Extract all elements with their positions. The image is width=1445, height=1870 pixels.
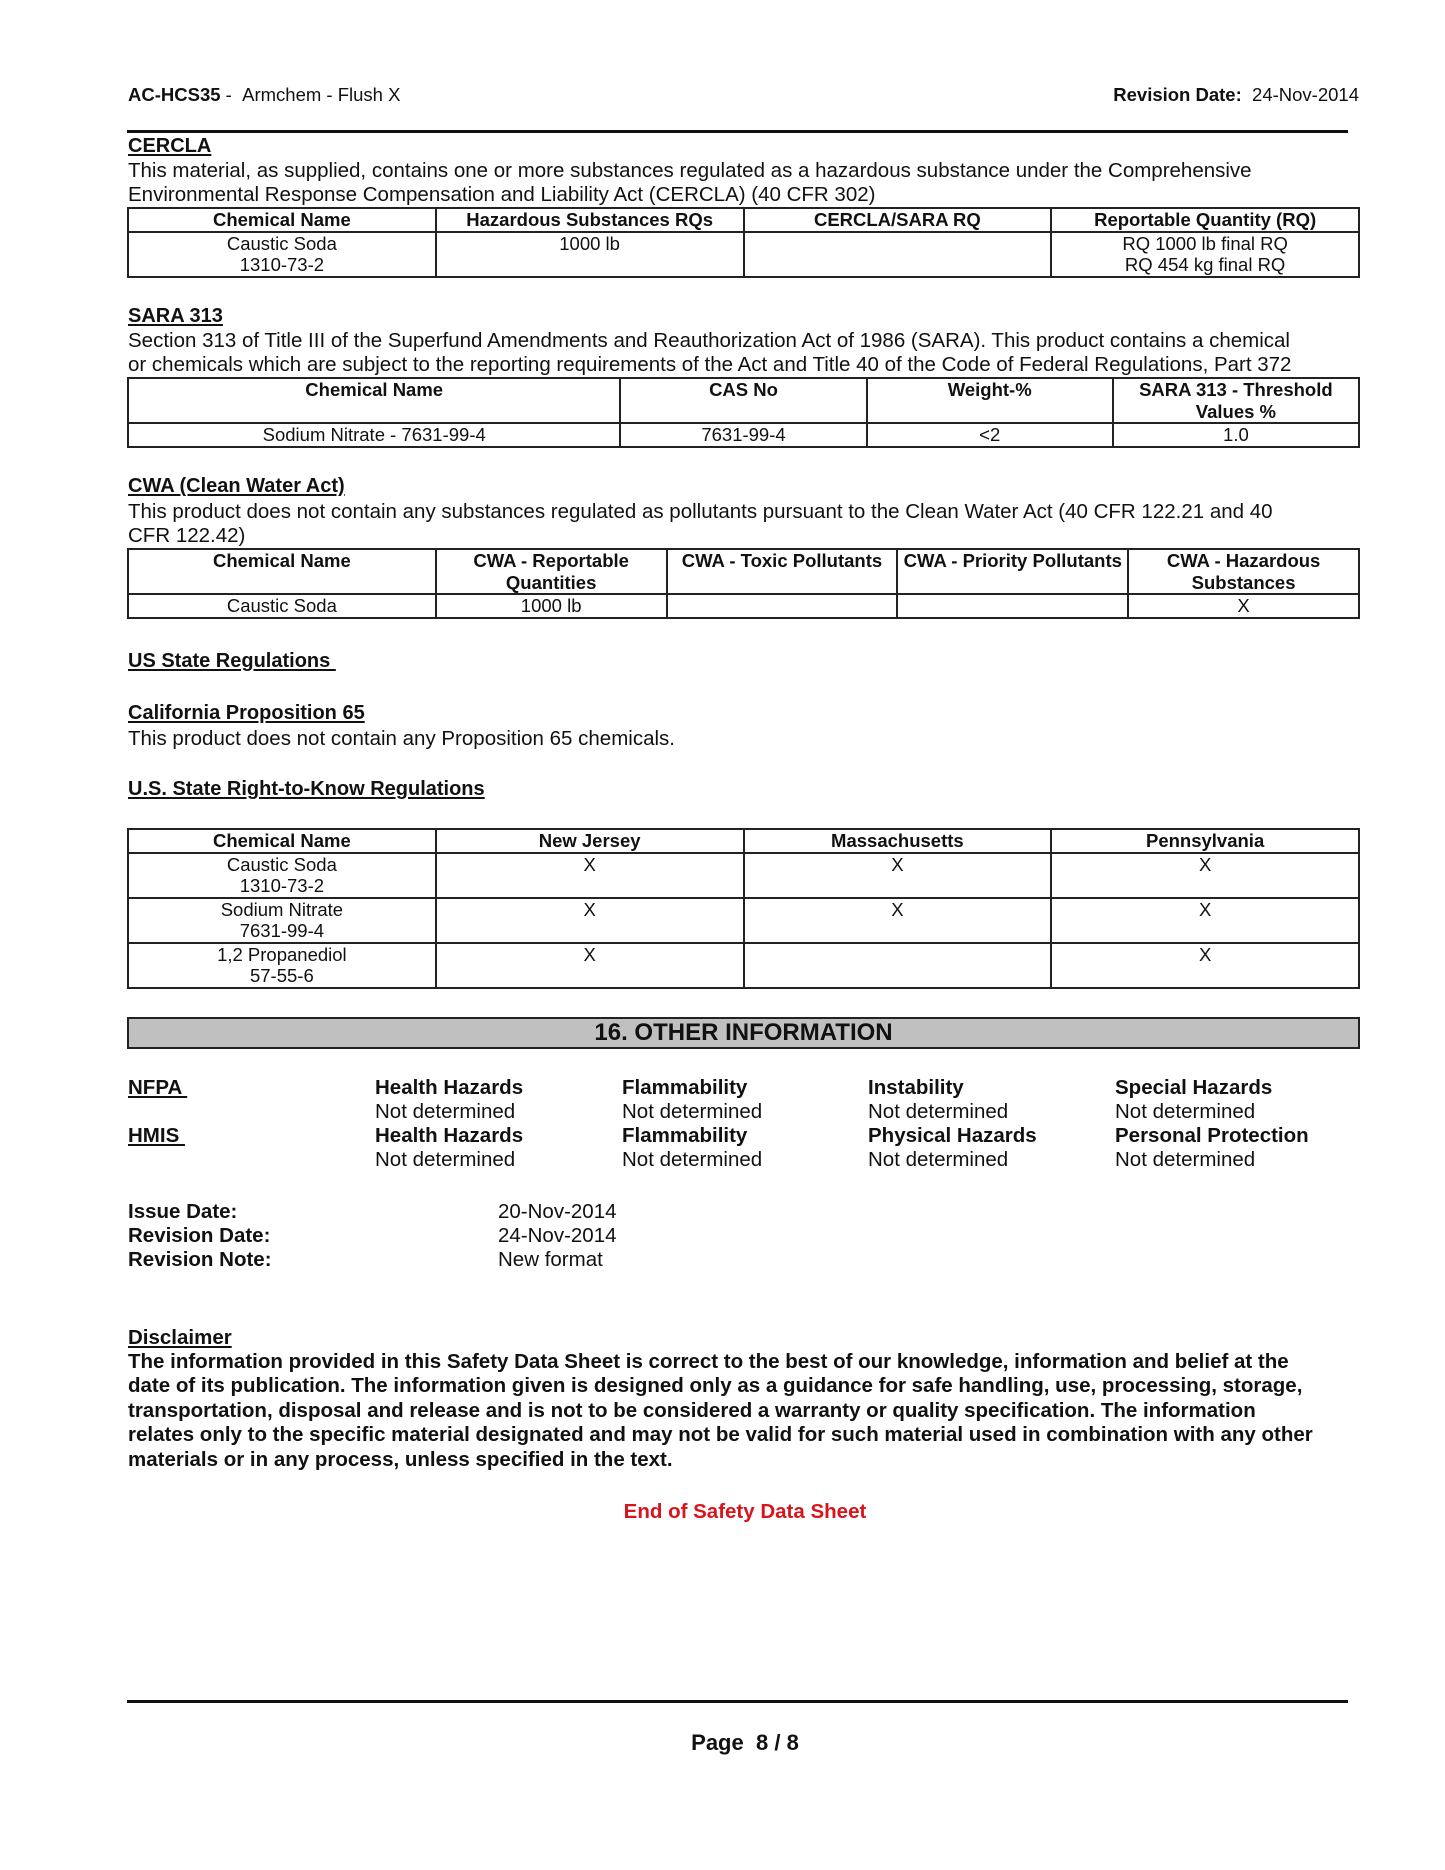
revision-note-value: New format [498, 1248, 603, 1271]
column-header: CWA - Reportable Quantities [436, 549, 667, 594]
table-cell [897, 594, 1128, 618]
cas-number: 7631-99-4 [239, 920, 325, 941]
sara313-body-line-1: Section 313 of Title III of the Superfund Amendments and Reauthorization Act of 1986 (SARA). This product contains a chemical [128, 329, 1290, 352]
column-header: CAS No [620, 378, 866, 423]
table-cell: 1000 lb [436, 232, 744, 277]
table-cell [128, 232, 436, 277]
cas-number: 1310-73-2 [239, 254, 325, 275]
hmis-item-label: Flammability [622, 1124, 748, 1147]
table-cell [744, 232, 1052, 277]
table-header-row [128, 829, 1359, 853]
table-cell: <2 [867, 423, 1113, 447]
nfpa-label: NFPA [128, 1076, 188, 1099]
product-code: AC-HCS35 [128, 84, 221, 105]
us-state-heading: US State Regulations [128, 650, 336, 672]
nfpa-item-value: Not determined [375, 1100, 516, 1123]
document-header-left [128, 84, 400, 106]
cas-number: 57-55-6 [249, 965, 314, 986]
cercla-body-line-1: This material, as supplied, contains one or more substances regulated as a hazardous substance under the Comprehensive [128, 159, 1252, 182]
table-cell [744, 943, 1052, 988]
document-header-right [1113, 84, 1359, 106]
table-row [128, 594, 1359, 618]
hmis-item-label: Health Hazards [375, 1124, 524, 1147]
column-header: CWA - Toxic Pollutants [667, 549, 898, 594]
revision-date-label: Revision Date: [1113, 84, 1242, 105]
table-cell: X [436, 943, 744, 988]
disclaimer-line: date of its publication. The information given is designed only as a guidance for safe handling, use, processing, storage, [128, 1374, 1303, 1398]
nfpa-item-value: Not determined [1115, 1100, 1256, 1123]
page-number [0, 1730, 1445, 1756]
page-separator: / [774, 1730, 781, 1755]
header-separator: - [220, 84, 237, 105]
cwa-heading: CWA (Clean Water Act) [128, 475, 345, 497]
column-header: Hazardous Substances RQs [436, 208, 744, 232]
page-total: 8 [786, 1730, 799, 1755]
table-cell [128, 943, 436, 988]
column-header: Weight-% [867, 378, 1113, 423]
prop65-body: This product does not contain any Proposition 65 chemicals. [128, 727, 675, 750]
cercla-heading: CERCLA [128, 135, 212, 157]
table-header-row [128, 378, 1359, 423]
sara313-heading: SARA 313 [128, 305, 223, 327]
column-header: CWA - Priority Pollutants [897, 549, 1128, 594]
nfpa-item-label: Health Hazards [375, 1076, 524, 1099]
hmis-item-value: Not determined [1115, 1148, 1256, 1171]
nfpa-item-label: Special Hazards [1115, 1076, 1273, 1099]
hmis-item-value: Not determined [622, 1148, 763, 1171]
prop65-heading: California Proposition 65 [128, 702, 365, 724]
table-cell [1051, 232, 1359, 277]
table-cell: X [1128, 594, 1359, 618]
table-row [128, 943, 1359, 988]
table-header-row [128, 549, 1359, 594]
table-cell: 7631-99-4 [620, 423, 866, 447]
column-header: CERCLA/SARA RQ [744, 208, 1052, 232]
rq-line: RQ 1000 lb final RQ [1122, 232, 1288, 254]
table-cell: 1.0 [1113, 423, 1359, 447]
column-header: Chemical Name [128, 378, 620, 423]
cas-number: 1310-73-2 [239, 875, 325, 896]
nfpa-item-label: Flammability [622, 1076, 748, 1099]
cercla-body-line-2: Environmental Response Compensation and Liability Act (CERCLA) (40 CFR 302) [128, 183, 876, 206]
table-cell: X [744, 898, 1052, 943]
column-header: Pennsylvania [1051, 829, 1359, 853]
nfpa-item-value: Not determined [868, 1100, 1009, 1123]
disclaimer-line: relates only to the specific material designated and may not be valid for such material used in combination with any other [128, 1423, 1313, 1447]
table-cell [128, 898, 436, 943]
issue-date-label: Issue Date: [128, 1200, 238, 1223]
column-header: Massachusetts [744, 829, 1052, 853]
revision-date-label: Revision Date: [128, 1224, 271, 1247]
hmis-item-value: Not determined [375, 1148, 516, 1171]
sara313-body-line-2: or chemicals which are subject to the reporting requirements of the Act and Title 40 of the Code of Federal Regulations, Part 372 [128, 353, 1292, 376]
disclaimer-heading: Disclaimer [128, 1326, 232, 1349]
disclaimer-line: The information provided in this Safety Data Sheet is correct to the best of our knowledge, information and belief at the [128, 1350, 1289, 1373]
cwa-table [127, 548, 1360, 619]
end-of-sds-note: End of Safety Data Sheet [623, 1500, 867, 1523]
table-row [128, 423, 1359, 447]
table-cell [667, 594, 898, 618]
rtk-table [127, 828, 1360, 989]
revision-date-value: 24-Nov-2014 [498, 1224, 617, 1247]
hmis-label: HMIS [128, 1124, 185, 1147]
revision-note-label: Revision Note: [128, 1248, 272, 1271]
table-cell: X [436, 853, 744, 898]
issue-date-value: 20-Nov-2014 [498, 1200, 617, 1223]
chemical-name: Sodium Nitrate [220, 898, 344, 920]
hmis-item-value: Not determined [868, 1148, 1009, 1171]
disclaimer-line: transportation, disposal and release and is not to be considered a warranty or quality specification. The information [128, 1398, 1256, 1422]
section-16-title-bar: 16. OTHER INFORMATION [127, 1017, 1360, 1049]
table-row [128, 898, 1359, 943]
chemical-name: 1,2 Propanediol [217, 943, 347, 965]
column-header: CWA - Hazardous Substances [1128, 549, 1359, 594]
table-cell: Sodium Nitrate - 7631-99-4 [128, 423, 620, 447]
table-cell [128, 853, 436, 898]
rq-line: RQ 454 kg final RQ [1124, 254, 1286, 275]
column-header: New Jersey [436, 829, 744, 853]
column-header: SARA 313 - Threshold Values % [1113, 378, 1359, 423]
table-cell: X [436, 898, 744, 943]
hmis-item-label: Physical Hazards [868, 1124, 1037, 1147]
table-cell: 1000 lb [436, 594, 667, 618]
chemical-name: Caustic Soda [226, 232, 337, 254]
nfpa-item-label: Instability [868, 1076, 964, 1099]
sara313-table [127, 377, 1360, 448]
header-rule [127, 130, 1348, 133]
table-cell: X [1051, 853, 1359, 898]
disclaimer-body [128, 1350, 1368, 1472]
revision-date-value: 24-Nov-2014 [1252, 84, 1359, 105]
footer-rule [127, 1700, 1348, 1703]
cwa-body-line-2: CFR 122.42) [128, 524, 246, 547]
table-row [128, 853, 1359, 898]
column-header: Chemical Name [128, 208, 436, 232]
page-label: Page [691, 1730, 744, 1755]
column-header: Reportable Quantity (RQ) [1051, 208, 1359, 232]
table-cell: X [1051, 898, 1359, 943]
table-cell: Caustic Soda [128, 594, 436, 618]
table-row [128, 232, 1359, 277]
hmis-item-label: Personal Protection [1115, 1124, 1309, 1147]
table-header-row [128, 208, 1359, 232]
rtk-heading: U.S. State Right-to-Know Regulations [128, 778, 485, 800]
cercla-table [127, 207, 1360, 278]
nfpa-item-value: Not determined [622, 1100, 763, 1123]
disclaimer-line: materials or in any process, unless specified in the text. [128, 1447, 673, 1471]
table-cell: X [744, 853, 1052, 898]
product-name: Armchem - Flush X [242, 84, 401, 105]
page-current: 8 [755, 1730, 769, 1755]
chemical-name: Caustic Soda [226, 853, 337, 875]
table-cell: X [1051, 943, 1359, 988]
cwa-body-line-1: This product does not contain any substances regulated as pollutants pursuant to the Clean Water Act (40 CFR 122.21 and 40 [128, 500, 1273, 523]
column-header: Chemical Name [128, 549, 436, 594]
column-header: Chemical Name [128, 829, 436, 853]
